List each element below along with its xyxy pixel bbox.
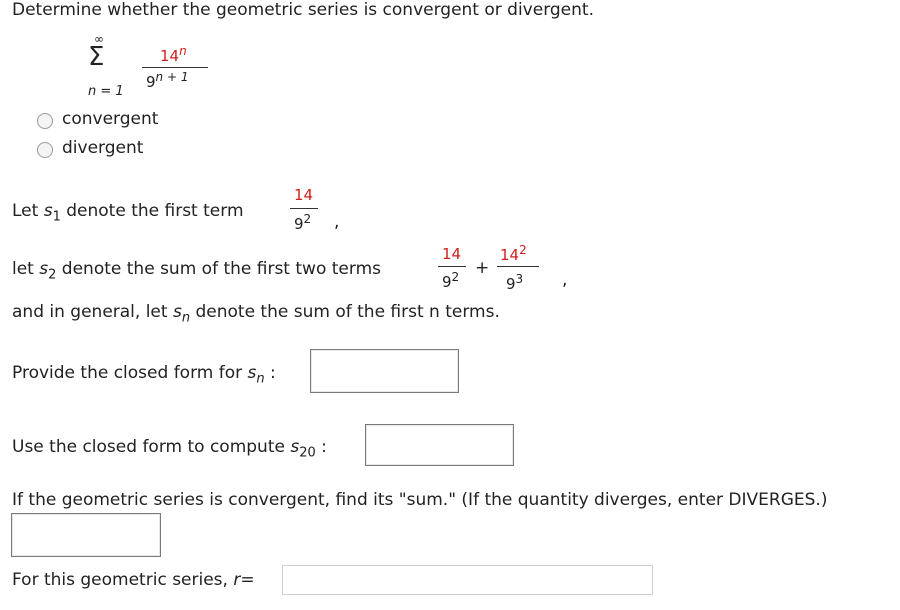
s1-text: Let $s_1$ denote the first term (12, 201, 244, 225)
radio-convergent[interactable] (37, 113, 53, 129)
s2-text: let $s_2$ denote the sum of the first two terms (12, 259, 381, 283)
option-label-divergent[interactable]: divergent (62, 138, 144, 158)
series-numerator: 14$^n$ (160, 44, 187, 65)
s2-plus: + (475, 258, 490, 278)
s1-fraction-bar (290, 208, 318, 209)
s2-numerator-1: 14 (442, 245, 462, 263)
series-lower-limit: n = 1 (88, 84, 124, 99)
compute-label: Use the closed form to compute $s_{20}$ : (12, 437, 327, 461)
s1-numerator: 14 (294, 186, 314, 204)
series-denominator: $9^{n + 1}$ (146, 70, 189, 91)
option-label-convergent[interactable]: convergent (62, 109, 159, 129)
s1-comma: , (334, 212, 340, 232)
closed-form-input[interactable] (310, 349, 459, 393)
sum-label: If the geometric series is convergent, find its "sum." (If the quantity diverges, enter DIVERGES.) (12, 490, 828, 510)
s1-denominator: $9^2$ (294, 212, 312, 233)
sum-input[interactable] (11, 513, 161, 557)
sigma-symbol: Σ (88, 42, 105, 72)
series-upper-limit: ∞ (94, 32, 104, 46)
closed-form-label: Provide the closed form for $s_n$ : (12, 363, 276, 387)
ratio-label: For this geometric series, r= (12, 570, 255, 590)
ratio-input[interactable] (282, 565, 653, 595)
sn-text: and in general, let $s_n$ denote the sum of the first n terms. (12, 302, 500, 326)
radio-divergent[interactable] (37, 142, 53, 158)
s2-comma: , (562, 270, 568, 290)
question-prompt: Determine whether the geometric series is convergent or divergent. (12, 0, 594, 20)
s2-fraction-bar-2 (497, 266, 539, 267)
series-fraction-bar (142, 67, 208, 68)
s2-denominator-2: $9^3$ (506, 272, 524, 293)
s2-numerator-2: $14^2$ (500, 243, 527, 264)
compute-s20-input[interactable] (365, 424, 514, 466)
s2-denominator-1: $9^2$ (442, 270, 460, 291)
s2-fraction-bar-1 (438, 266, 466, 267)
